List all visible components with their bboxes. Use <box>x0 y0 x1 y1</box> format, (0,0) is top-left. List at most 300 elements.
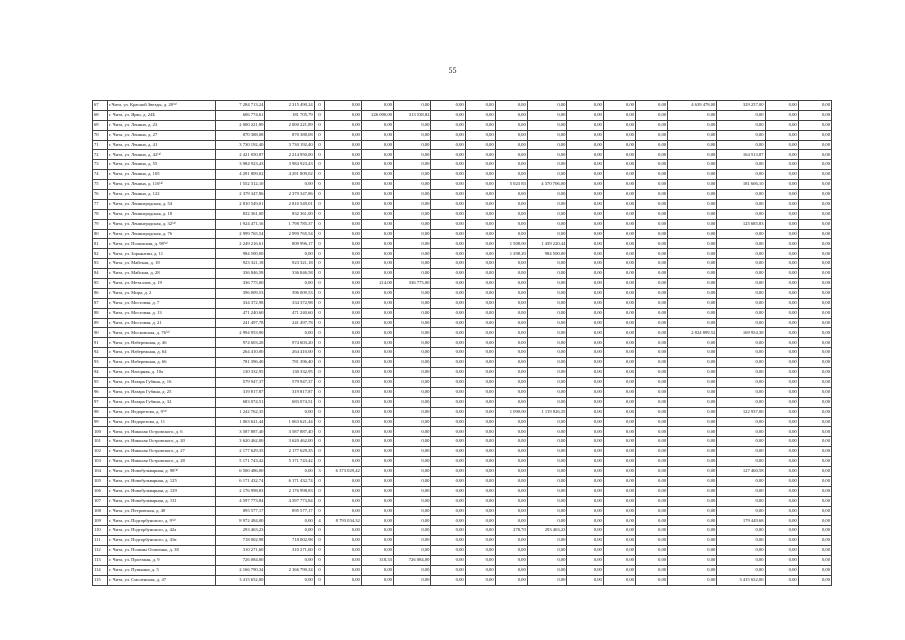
count-cell: 0 <box>314 328 325 338</box>
value-cell: 0,00 <box>635 328 667 338</box>
value-cell: 0,00 <box>798 466 831 476</box>
value-cell: 125 685,83 <box>717 219 765 229</box>
table-row <box>93 229 832 239</box>
value-cell: 0,00 <box>495 476 527 486</box>
value-cell: 0,00 <box>393 486 430 496</box>
value-cell: 0,00 <box>527 209 567 219</box>
value-cell: 0,00 <box>393 565 430 575</box>
value-cell: 0,00 <box>393 229 430 239</box>
value-cell: 0,00 <box>798 160 831 170</box>
value-cell: 0,00 <box>635 308 667 318</box>
row-number-cell: 78 <box>93 209 108 219</box>
value-cell: 0,00 <box>527 130 567 140</box>
value-cell: 3 730 192,40 <box>265 140 314 150</box>
count-cell: 0 <box>314 140 325 150</box>
value-cell: 0,00 <box>495 308 527 318</box>
value-cell: 0,00 <box>798 536 831 546</box>
value-cell: 0,00 <box>393 377 430 387</box>
value-cell: 0,00 <box>527 447 567 457</box>
value-cell: 0,00 <box>465 555 495 565</box>
value-cell: 0,00 <box>527 427 567 437</box>
address-cell: г. Чита, ул. Назара Губина, д. 25 <box>107 387 215 397</box>
table-row <box>93 140 832 150</box>
value-cell: 278,70 <box>495 526 527 536</box>
value-cell: 0,00 <box>495 546 527 556</box>
total-cost-cell: 1 924 471,16 <box>216 219 265 229</box>
value-cell: 0,00 <box>567 249 603 259</box>
row-number-cell: 95 <box>93 377 108 387</box>
value-cell: 0,00 <box>495 120 527 130</box>
value-cell: 0,00 <box>603 101 635 111</box>
value-cell: 718 002,98 <box>265 536 314 546</box>
value-cell: 0,00 <box>603 368 635 378</box>
value-cell: 0,00 <box>527 358 567 368</box>
value-cell: 0,00 <box>265 328 314 338</box>
value-cell: 0,00 <box>465 190 495 200</box>
value-cell: 0,00 <box>527 160 567 170</box>
value-cell: 0,00 <box>325 437 361 447</box>
value-cell: 0,00 <box>465 387 495 397</box>
value-cell: 0,00 <box>603 269 635 279</box>
value-cell: 0,00 <box>668 546 717 556</box>
value-cell: 0,00 <box>603 496 635 506</box>
value-cell: 0,00 <box>635 358 667 368</box>
total-cost-cell: 6 500 486,00 <box>216 466 265 476</box>
value-cell: 0,00 <box>717 387 765 397</box>
value-cell: 0,00 <box>431 437 465 447</box>
value-cell: 0,00 <box>393 269 430 279</box>
value-cell: 984 500,00 <box>527 249 567 259</box>
value-cell: 0,00 <box>465 338 495 348</box>
value-cell: 0,00 <box>567 377 603 387</box>
value-cell: 0,00 <box>393 170 430 180</box>
row-number-cell: 113 <box>93 555 108 565</box>
row-number-cell: 101 <box>93 437 108 447</box>
value-cell: 0,00 <box>635 536 667 546</box>
value-cell: 0,00 <box>465 209 495 219</box>
value-cell: 0,00 <box>465 397 495 407</box>
total-cost-cell: 336 775,00 <box>216 279 265 289</box>
value-cell: 0,00 <box>465 546 495 556</box>
value-cell: 0,00 <box>567 140 603 150</box>
row-number-cell: 73 <box>93 160 108 170</box>
value-cell: 0,00 <box>798 387 831 397</box>
address-cell: г. Чита, ул. Николая Островского, д. 6 <box>107 427 215 437</box>
value-cell: 0,00 <box>603 427 635 437</box>
row-number-cell: 93 <box>93 358 108 368</box>
table-row <box>93 546 832 556</box>
total-cost-cell: 2 421 050,87 <box>216 150 265 160</box>
value-cell: 0,00 <box>635 140 667 150</box>
table-row <box>93 180 832 190</box>
count-cell: 0 <box>314 229 325 239</box>
value-cell: 0,00 <box>765 150 798 160</box>
value-cell: 0,00 <box>465 457 495 467</box>
value-cell: 923 321,18 <box>265 259 314 269</box>
row-number-cell: 109 <box>93 516 108 526</box>
value-cell: 0,00 <box>798 279 831 289</box>
value-cell: 0,00 <box>765 486 798 496</box>
value-cell: 0,00 <box>431 546 465 556</box>
value-cell: 0,00 <box>798 417 831 427</box>
count-cell: 0 <box>314 150 325 160</box>
value-cell: 0,00 <box>603 397 635 407</box>
value-cell: 0,00 <box>465 565 495 575</box>
value-cell: 0,00 <box>361 328 393 338</box>
value-cell: 0,00 <box>465 368 495 378</box>
table-row <box>93 249 832 259</box>
value-cell: 0,00 <box>431 101 465 111</box>
value-cell: 0,00 <box>717 199 765 209</box>
value-cell: 0,00 <box>603 555 635 565</box>
value-cell: 0,00 <box>567 516 603 526</box>
count-cell: 0 <box>314 120 325 130</box>
address-cell: г. Чита, ул. Набережная, д. 66 <box>107 358 215 368</box>
value-cell: 0,00 <box>431 239 465 249</box>
value-cell: 0,00 <box>567 120 603 130</box>
value-cell: 0,00 <box>668 249 717 259</box>
value-cell: 0,00 <box>603 516 635 526</box>
value-cell: 0,00 <box>635 466 667 476</box>
value-cell: 0,00 <box>567 555 603 565</box>
value-cell: 0,00 <box>431 476 465 486</box>
value-cell: 0,00 <box>798 298 831 308</box>
value-cell: 0,00 <box>798 130 831 140</box>
value-cell: 0,00 <box>635 575 667 585</box>
value-cell: 0,00 <box>325 328 361 338</box>
value-cell: 0,00 <box>325 101 361 111</box>
value-cell: 0,00 <box>265 249 314 259</box>
total-cost-cell: 3 620 462,00 <box>216 437 265 447</box>
value-cell: 0,00 <box>495 328 527 338</box>
value-cell: 0,00 <box>567 288 603 298</box>
value-cell: 0,00 <box>765 160 798 170</box>
value-cell: 0,00 <box>465 427 495 437</box>
value-cell: 0,00 <box>495 130 527 140</box>
value-cell: 0,00 <box>361 101 393 111</box>
value-cell: 0,00 <box>765 427 798 437</box>
value-cell: 0,00 <box>603 387 635 397</box>
value-cell: 0,00 <box>495 101 527 111</box>
value-cell: 0,00 <box>635 298 667 308</box>
value-cell: 0,00 <box>567 110 603 120</box>
value-cell: 0,00 <box>765 269 798 279</box>
row-number-cell: 96 <box>93 387 108 397</box>
row-number-cell: 115 <box>93 575 108 585</box>
value-cell: 0,00 <box>393 437 430 447</box>
value-cell: 0,00 <box>717 368 765 378</box>
count-cell: 0 <box>314 110 325 120</box>
value-cell: 0,00 <box>527 457 567 467</box>
table-row <box>93 427 832 437</box>
value-cell: 0,00 <box>325 229 361 239</box>
value-cell: 0,00 <box>798 407 831 417</box>
value-cell: 0,00 <box>361 506 393 516</box>
value-cell: 0,00 <box>765 180 798 190</box>
total-cost-cell: 2 999 765,54 <box>216 229 265 239</box>
value-cell: 0,00 <box>635 219 667 229</box>
row-number-cell: 102 <box>93 447 108 457</box>
value-cell: 319 817,87 <box>265 387 314 397</box>
value-cell: 870 388,08 <box>265 130 314 140</box>
value-cell: 0,00 <box>765 288 798 298</box>
value-cell: 0,00 <box>495 466 527 476</box>
value-cell: 0,00 <box>717 209 765 219</box>
value-cell: 0,00 <box>567 338 603 348</box>
value-cell: 0,00 <box>765 476 798 486</box>
value-cell: 1 063 621,44 <box>265 417 314 427</box>
table-row <box>93 219 832 229</box>
value-cell: 0,00 <box>431 288 465 298</box>
value-cell: 0,00 <box>668 555 717 565</box>
value-cell: 0,00 <box>603 288 635 298</box>
value-cell: 0,00 <box>393 239 430 249</box>
value-cell: 0,00 <box>325 397 361 407</box>
value-cell: 0,00 <box>495 279 527 289</box>
total-cost-cell: 3 587 887,40 <box>216 427 265 437</box>
value-cell: 0,00 <box>635 288 667 298</box>
value-cell: 0,00 <box>495 496 527 506</box>
count-cell: 0 <box>314 536 325 546</box>
address-cell: г. Чита, ул. Новобульварная, д. 125 <box>107 476 215 486</box>
value-cell: 0,00 <box>431 565 465 575</box>
value-cell: 0,00 <box>635 427 667 437</box>
total-cost-cell: 130 332,95 <box>216 368 265 378</box>
value-cell: 0,00 <box>527 308 567 318</box>
value-cell: 0,00 <box>325 486 361 496</box>
value-cell: 0,00 <box>635 397 667 407</box>
value-cell: 0,00 <box>361 308 393 318</box>
value-cell: 0,00 <box>495 516 527 526</box>
value-cell: 0,00 <box>527 555 567 565</box>
value-cell: 0,00 <box>765 348 798 358</box>
value-cell: 0,00 <box>527 219 567 229</box>
total-cost-cell: 579 947,37 <box>216 377 265 387</box>
value-cell: 0,00 <box>361 536 393 546</box>
value-cell: 0,00 <box>527 110 567 120</box>
count-cell: 0 <box>314 259 325 269</box>
value-cell: 0,00 <box>265 516 314 526</box>
address-cell: г. Чита, ул. Ленина, д. 55 <box>107 160 215 170</box>
row-number-cell: 91 <box>93 338 108 348</box>
value-cell: 0,00 <box>765 536 798 546</box>
address-cell: г. Чита, ул. Подгорбунского, д. 42а <box>107 526 215 536</box>
value-cell: 683 074,51 <box>265 397 314 407</box>
value-cell: 0,00 <box>527 536 567 546</box>
value-cell: 2 176 998,83 <box>265 486 314 496</box>
value-cell: 781 396,40 <box>265 358 314 368</box>
value-cell: 0,00 <box>567 546 603 556</box>
value-cell: 0,00 <box>465 199 495 209</box>
value-cell: 0,00 <box>393 358 430 368</box>
value-cell: 0,00 <box>325 150 361 160</box>
table-row <box>93 348 832 358</box>
table-row <box>93 486 832 496</box>
value-cell: 0,00 <box>567 506 603 516</box>
value-cell: 0,00 <box>431 298 465 308</box>
value-cell: 0,00 <box>717 417 765 427</box>
count-cell: 0 <box>314 199 325 209</box>
value-cell: 0,00 <box>603 209 635 219</box>
value-cell: 0,00 <box>765 377 798 387</box>
value-cell: 0,00 <box>393 417 430 427</box>
value-cell: 0,00 <box>361 407 393 417</box>
value-cell: 0,00 <box>603 575 635 585</box>
value-cell: 0,00 <box>603 328 635 338</box>
value-cell: 0,00 <box>527 288 567 298</box>
value-cell: 0,00 <box>717 427 765 437</box>
value-cell: 0,00 <box>393 457 430 467</box>
value-cell: 0,00 <box>717 190 765 200</box>
table-row <box>93 437 832 447</box>
value-cell: 0,00 <box>567 486 603 496</box>
total-cost-cell: 3 415 652,00 <box>216 575 265 585</box>
value-cell: 0,00 <box>567 328 603 338</box>
table-row <box>93 397 832 407</box>
row-number-cell: 106 <box>93 486 108 496</box>
value-cell: 169 954,38 <box>717 328 765 338</box>
value-cell: 0,00 <box>265 180 314 190</box>
value-cell: 0,00 <box>603 437 635 447</box>
value-cell: 0,00 <box>431 368 465 378</box>
value-cell: 0,00 <box>393 536 430 546</box>
value-cell: 0,00 <box>495 368 527 378</box>
value-cell: 0,00 <box>465 110 495 120</box>
value-cell: 0,00 <box>635 160 667 170</box>
total-cost-cell: 2 176 998,83 <box>216 486 265 496</box>
value-cell: 0,00 <box>567 199 603 209</box>
value-cell: 0,00 <box>765 555 798 565</box>
value-cell: 0,00 <box>798 328 831 338</box>
value-cell: 0,00 <box>265 466 314 476</box>
value-cell: 0,00 <box>527 279 567 289</box>
value-cell: 0,00 <box>465 298 495 308</box>
value-cell: 0,00 <box>717 555 765 565</box>
value-cell: 0,00 <box>431 150 465 160</box>
value-cell: 336 846,58 <box>265 269 314 279</box>
address-cell: г. Чита, ул. Ленинградская, д. 76 <box>107 229 215 239</box>
table-row <box>93 555 832 565</box>
count-cell: 0 <box>314 506 325 516</box>
value-cell: 0,00 <box>765 437 798 447</box>
value-cell: 0,00 <box>717 486 765 496</box>
value-cell: 0,00 <box>668 575 717 585</box>
value-cell: 0,00 <box>495 150 527 160</box>
value-cell: 0,00 <box>527 397 567 407</box>
value-cell: 1 798 785,37 <box>265 219 314 229</box>
value-cell: 0,00 <box>765 565 798 575</box>
total-cost-cell: 2 810 549,01 <box>216 199 265 209</box>
address-cell: г. Чита, ул. Пушкина, д. 5 <box>107 565 215 575</box>
count-cell: 0 <box>314 368 325 378</box>
value-cell: 0,00 <box>527 387 567 397</box>
value-cell: 0,00 <box>495 140 527 150</box>
value-cell: 0,00 <box>668 457 717 467</box>
value-cell: 0,00 <box>527 565 567 575</box>
value-cell: 0,00 <box>431 555 465 565</box>
value-cell: 0,00 <box>603 170 635 180</box>
row-number-cell: 84 <box>93 269 108 279</box>
row-number-cell: 98 <box>93 407 108 417</box>
value-cell: 0,00 <box>567 130 603 140</box>
value-cell: 0,00 <box>361 476 393 486</box>
value-cell: 0,00 <box>465 249 495 259</box>
value-cell: 0,00 <box>361 348 393 358</box>
value-cell: 0,00 <box>668 476 717 486</box>
value-cell: 0,00 <box>668 150 717 160</box>
value-cell: 0,00 <box>393 249 430 259</box>
address-cell: г. Чита, ул. Нагорная, д. 10а <box>107 368 215 378</box>
value-cell: 0,00 <box>393 150 430 160</box>
value-cell: 0,00 <box>567 180 603 190</box>
value-cell: 2 379 347,86 <box>265 190 314 200</box>
value-cell: 0,00 <box>465 160 495 170</box>
count-cell: 0 <box>314 437 325 447</box>
value-cell: 0,00 <box>495 358 527 368</box>
value-cell: 0,00 <box>325 407 361 417</box>
value-cell: 0,00 <box>495 259 527 269</box>
value-cell: 471 240,60 <box>265 308 314 318</box>
value-cell: 0,00 <box>465 279 495 289</box>
total-cost-cell: 7 284 713,24 <box>216 101 265 111</box>
value-cell: 0,00 <box>361 457 393 467</box>
value-cell: 0,00 <box>798 496 831 506</box>
value-cell: 2 999 765,54 <box>265 229 314 239</box>
value-cell: 0,00 <box>527 437 567 447</box>
value-cell: 0,00 <box>765 298 798 308</box>
value-cell: 0,00 <box>325 427 361 437</box>
total-cost-cell: 683 074,51 <box>216 397 265 407</box>
value-cell: 0,00 <box>567 219 603 229</box>
count-cell: 0 <box>314 555 325 565</box>
value-cell: 8 793 034,32 <box>325 516 361 526</box>
value-cell: 0,00 <box>635 486 667 496</box>
total-cost-cell: 310 271,60 <box>216 546 265 556</box>
value-cell: 0,00 <box>635 150 667 160</box>
value-cell: 0,00 <box>527 328 567 338</box>
value-cell: 0,00 <box>668 338 717 348</box>
value-cell: 0,00 <box>668 288 717 298</box>
value-cell: 6 373 029,42 <box>325 466 361 476</box>
value-cell: 0,00 <box>393 516 430 526</box>
value-cell: 0,00 <box>798 239 831 249</box>
row-number-cell: 83 <box>93 259 108 269</box>
count-cell: 0 <box>314 338 325 348</box>
count-cell: 0 <box>314 298 325 308</box>
value-cell: 0,00 <box>465 239 495 249</box>
row-number-cell: 103 <box>93 457 108 467</box>
value-cell: 0,00 <box>798 269 831 279</box>
value-cell: 0,00 <box>798 348 831 358</box>
value-cell: 0,00 <box>668 417 717 427</box>
value-cell: 0,00 <box>798 516 831 526</box>
table-row <box>93 476 832 486</box>
table-row <box>93 358 832 368</box>
value-cell: 0,00 <box>765 190 798 200</box>
value-cell: 0,00 <box>465 318 495 328</box>
value-cell: 0,00 <box>325 447 361 457</box>
value-cell: 0,00 <box>325 546 361 556</box>
value-cell: 0,00 <box>668 259 717 269</box>
value-cell: 0,00 <box>325 160 361 170</box>
value-cell: 0,00 <box>603 358 635 368</box>
value-cell: 0,00 <box>765 526 798 536</box>
value-cell: 0,00 <box>798 476 831 486</box>
value-cell: 0,00 <box>635 516 667 526</box>
value-cell: 0,00 <box>603 160 635 170</box>
total-cost-cell: 832 361,00 <box>216 209 265 219</box>
value-cell: 0,00 <box>361 318 393 328</box>
